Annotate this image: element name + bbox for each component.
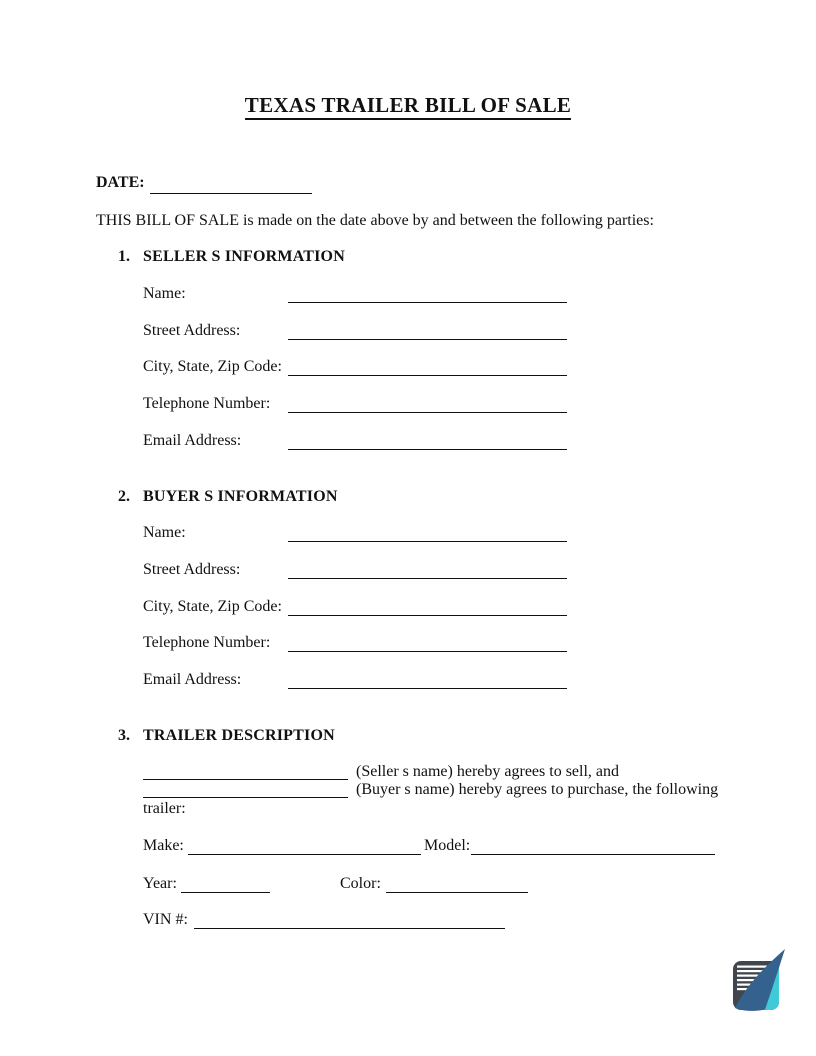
date-label: DATE: [96, 174, 145, 191]
seller-email-line[interactable] [288, 432, 567, 450]
buyer-street-line[interactable] [288, 561, 567, 579]
seller-city-label: City, State, Zip Code: [143, 358, 282, 375]
buyer-city-line[interactable] [288, 598, 567, 616]
buyer-city-label: City, State, Zip Code: [143, 598, 282, 615]
model-label: Model: [424, 837, 471, 854]
section-1-heading: SELLER S INFORMATION [143, 248, 345, 265]
seller-clause-text: (Seller s name) hereby agrees to sell, and [356, 763, 620, 780]
logo-svg [729, 948, 787, 1012]
section-1-number: 1. [118, 248, 130, 265]
page-title: TEXAS TRAILER BILL OF SALE [0, 93, 816, 118]
seller-phone-line[interactable] [288, 395, 567, 413]
section-2-number: 2. [118, 488, 130, 505]
seller-name-label: Name: [143, 285, 186, 302]
make-line[interactable] [188, 837, 421, 855]
seller-street-line[interactable] [288, 322, 567, 340]
make-label: Make: [143, 837, 184, 854]
date-line[interactable] [150, 176, 312, 194]
buyer-name-label: Name: [143, 524, 186, 541]
buyer-street-label: Street Address: [143, 561, 241, 578]
vin-line[interactable] [194, 911, 505, 929]
section-3-heading: TRAILER DESCRIPTION [143, 727, 335, 744]
year-line[interactable] [181, 875, 270, 893]
buyer-clause-text: (Buyer s name) hereby agrees to purchase, the following [356, 781, 719, 798]
seller-city-line[interactable] [288, 358, 567, 376]
buyer-name-fill-line[interactable] [143, 780, 348, 798]
color-line[interactable] [386, 875, 528, 893]
buyer-email-label: Email Address: [143, 671, 242, 688]
buyer-email-line[interactable] [288, 671, 567, 689]
model-line[interactable] [471, 837, 715, 855]
seller-name-fill-line[interactable] [143, 762, 348, 780]
vin-label: VIN #: [143, 911, 188, 928]
buyer-name-line[interactable] [288, 524, 567, 542]
seller-phone-label: Telephone Number: [143, 395, 271, 412]
seller-street-label: Street Address: [143, 322, 241, 339]
buyer-phone-line[interactable] [288, 634, 567, 652]
intro-text: THIS BILL OF SALE is made on the date above by and between the following parties: [96, 212, 654, 229]
seller-email-label: Email Address: [143, 432, 242, 449]
year-label: Year: [143, 875, 177, 892]
trailer-word-text: trailer: [143, 800, 186, 817]
seller-name-line[interactable] [288, 285, 567, 303]
color-label: Color: [340, 875, 381, 892]
buyer-phone-label: Telephone Number: [143, 634, 271, 651]
document-swoosh-logo [729, 948, 787, 1017]
section-3-number: 3. [118, 727, 130, 744]
section-2-heading: BUYER S INFORMATION [143, 488, 338, 505]
